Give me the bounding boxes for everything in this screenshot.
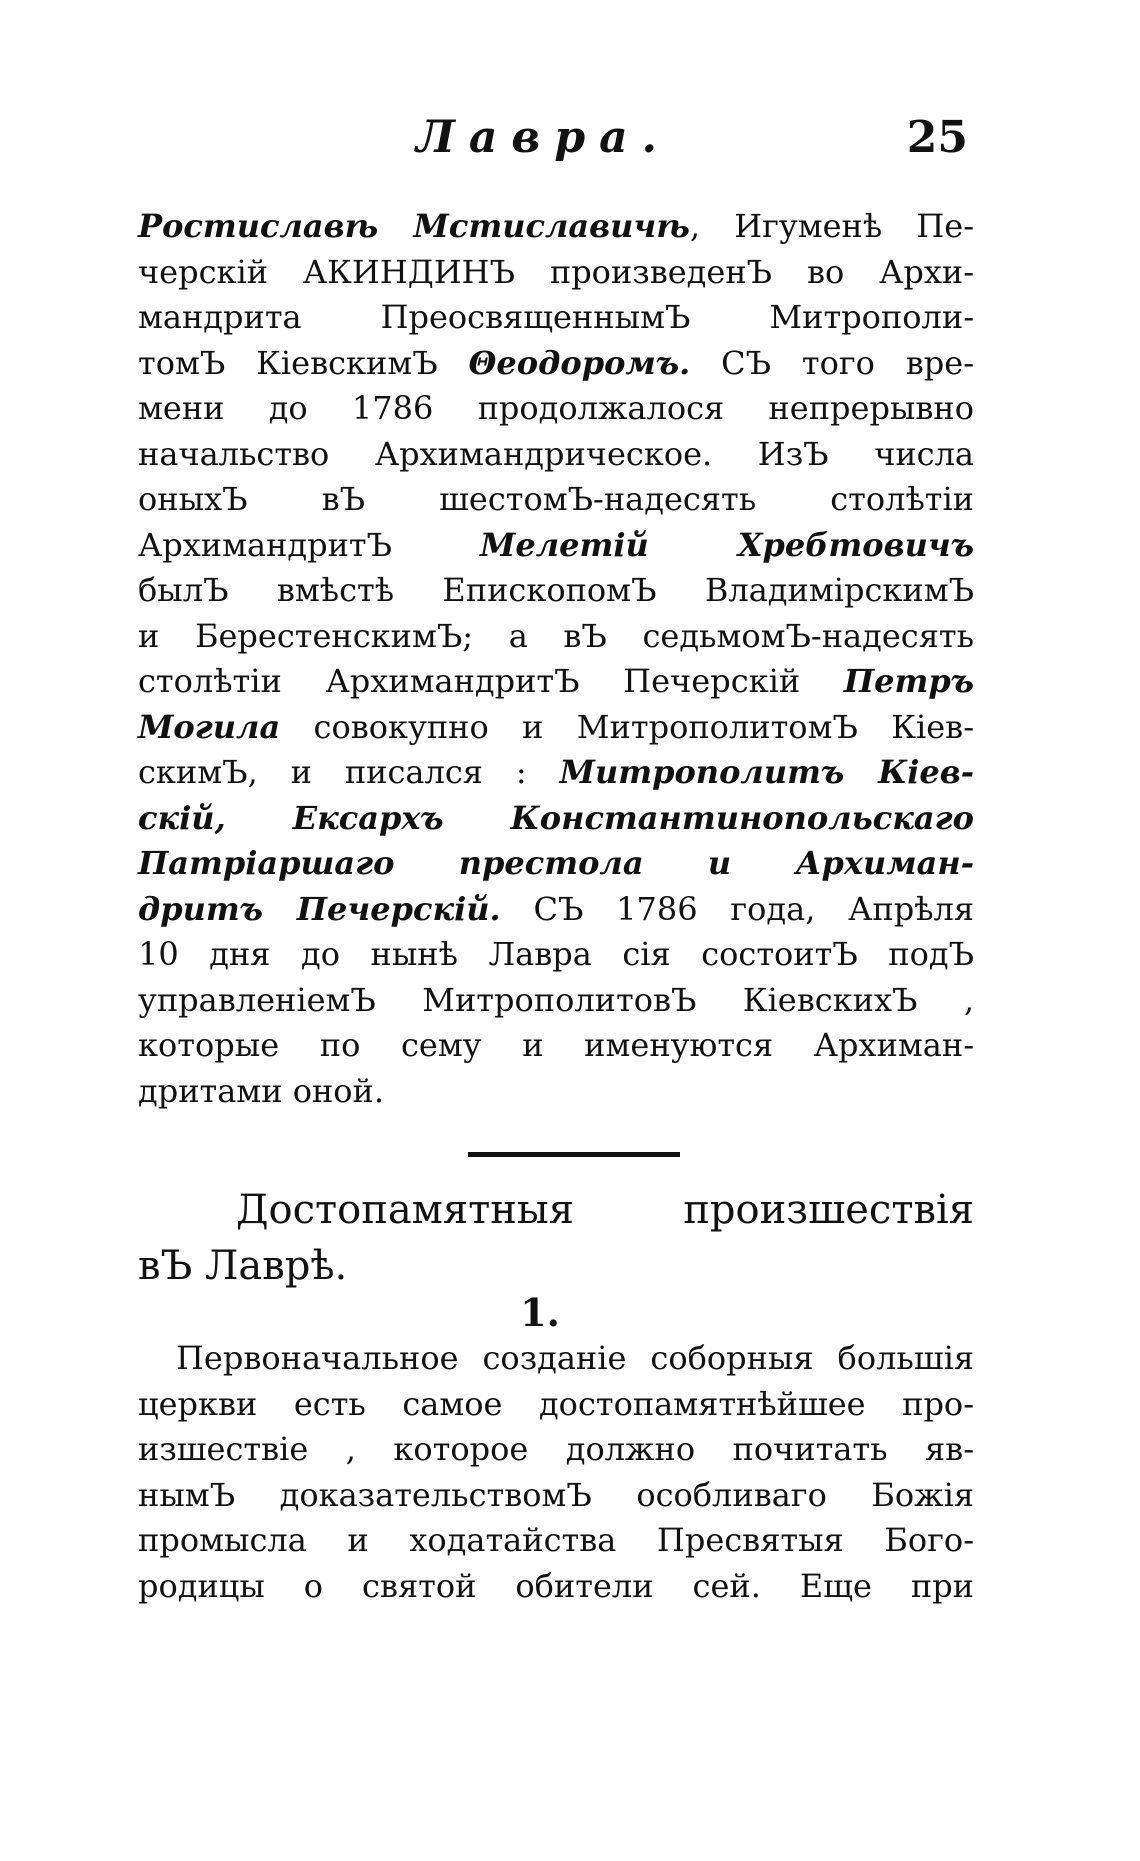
item-number: 1. — [520, 1290, 560, 1335]
text-run: СЪ того вре- — [690, 343, 975, 382]
text-line — [138, 204, 974, 250]
text-run: 10 дня до нынѣ Лавра сiя состоитЪ подЪ — [138, 935, 974, 973]
text-line: нымЪ доказательствомЪ особливаго Божiя — [138, 1475, 974, 1514]
text-line — [138, 659, 974, 705]
text-run: черскiй АКИНДИНЪ произведенЪ во Архи- — [138, 252, 974, 291]
section-title-line: Достопамятныя произшествiя — [236, 1187, 974, 1233]
text-run: мандрита ПреосвященнымЪ Митрополи- — [138, 298, 974, 336]
text-run: , Игуменѣ Пе- — [689, 207, 974, 245]
italic-run: Ростиславѣ Мстиславичѣ — [138, 207, 690, 245]
text-line — [138, 796, 974, 842]
text-run: СЪ 1786 года, Апрѣля — [500, 889, 975, 928]
text-run: томЪ КiевскимЪ — [138, 343, 469, 382]
italic-run: Могила — [138, 707, 281, 746]
text-line — [138, 568, 974, 614]
italic-run: Мелетiй Хребтовичъ — [479, 525, 975, 564]
text-line — [138, 841, 974, 887]
text-line — [138, 295, 974, 341]
text-run: дритами оной. — [138, 1071, 385, 1110]
running-head: Лавра. — [416, 112, 671, 163]
text-line: изшествiе , которое должно почитать яв- — [138, 1430, 974, 1468]
text-line: родицы о святой обители сей. Еще при — [138, 1566, 974, 1605]
text-line — [138, 887, 974, 933]
italic-run: Патрiаршаго престола и Архиман- — [138, 844, 974, 882]
text-line — [138, 341, 974, 387]
text-line: Первоначальное созданiе соборныя большiя — [176, 1339, 974, 1377]
text-line — [138, 978, 974, 1024]
italic-run: Петръ — [843, 662, 974, 700]
text-run: совокупно и МитрополитомЪ Кiев- — [280, 707, 974, 746]
text-line — [138, 250, 974, 296]
text-line — [138, 1023, 974, 1069]
text-run: былЪ вмѣстѣ ЕпископомЪ ВладимiрскимЪ — [138, 571, 974, 609]
text-line — [138, 705, 974, 751]
section-title — [138, 1182, 974, 1294]
italic-run: Митрополитъ Кiев- — [559, 753, 975, 791]
text-run: оныхЪ вЪ шестомЪ-надесять столѣтiи — [138, 480, 974, 518]
text-line — [138, 523, 974, 569]
text-run: которые по сему и именуются Архиман- — [138, 1026, 974, 1064]
text-run: скимЪ, и писался : — [138, 753, 560, 791]
text-line — [138, 386, 974, 432]
text-line — [138, 432, 974, 478]
section-divider — [468, 1152, 680, 1157]
text-run: АрхимандритЪ — [138, 525, 480, 564]
text-run: управленiемЪ МитрополитовЪ КiевскихЪ , — [138, 980, 974, 1019]
text-run: и БерестенскимЪ; а вЪ седьмомЪ-надесять — [138, 616, 974, 655]
section-title-line: вЪ Лаврѣ. — [138, 1243, 348, 1289]
text-line: промысла и ходатайства Пресвятыя Бого- — [138, 1521, 974, 1559]
paragraph-1 — [138, 204, 974, 1114]
text-run: столѣтiи АрхимандритЪ Печерскiй — [138, 662, 844, 700]
text-line — [138, 932, 974, 978]
page-number: 25 — [906, 112, 968, 163]
page-header — [138, 112, 974, 172]
text-run: мени до 1786 продолжалося непрерывно — [138, 389, 974, 427]
text-line: церкви есть самое достопамятнѣйшее про- — [138, 1384, 974, 1423]
text-run: начальство Архимандрическое. ИзЪ числа — [138, 434, 974, 473]
text-line — [138, 614, 974, 660]
text-line — [138, 1069, 974, 1115]
italic-run: Θеодоромъ. — [468, 343, 691, 382]
paragraph-2 — [138, 1336, 974, 1609]
italic-run: скiй, Ексархъ Константинопольскаго — [138, 798, 974, 837]
text-line — [138, 477, 974, 523]
text-line — [138, 750, 974, 796]
italic-run: дритъ Печерскiй. — [138, 889, 501, 928]
